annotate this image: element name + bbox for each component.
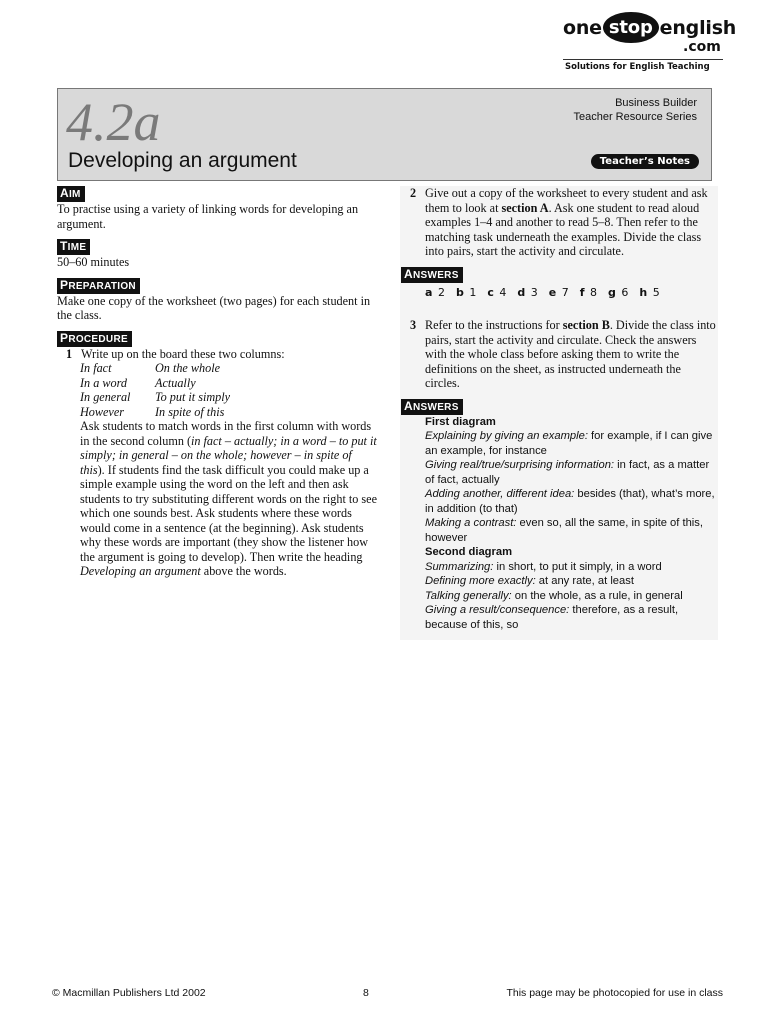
step-1-body: Ask students to match words in the first column with words in the second column (in fact – actually; in a word – to put it simply; in general – on the whole; however – in spite of this). If students find the task difficult you could make up a simple example using the word on the left and then ask students to try substituting different words on the right to see which one sounds best. Ask students where these words would come in a sentence (at the beginning). Ask students why these words are important (they show the listener how the argument is going to develop). Then write the heading Developing an argument above the words. (80, 419, 377, 578)
page-title: Developing an argument (68, 149, 297, 172)
linking-pair: In a word Actually (80, 375, 196, 390)
header-banner (57, 88, 712, 181)
photocopy-notice: This page may be photocopied for use in class (506, 987, 723, 999)
procedure-step-2 (401, 186, 718, 259)
answers-label: ANSWERS (401, 267, 463, 283)
copyright-notice: © Macmillan Publishers Ltd 2002 (52, 987, 206, 999)
procedure-step-3 (401, 318, 718, 391)
logo-word-english: english (659, 16, 737, 39)
logo-tagline: Solutions for English Teaching (565, 62, 710, 72)
logo-word-one: one (563, 16, 602, 39)
left-column (57, 186, 377, 579)
step-2-text: Give out a copy of the worksheet to every student and ask them to look at section A. Ask one student to read aloud examples 1–4 and another to read 5–8. Then refer to the matching task underneath the examples. Divide the class into pairs, start the activity and circulate. (425, 186, 708, 258)
page-number: 8 (363, 987, 369, 999)
second-diagram-heading: Second diagram (425, 546, 513, 558)
teachers-notes-badge: Teacher’s Notes (591, 154, 699, 169)
step-3-text: Refer to the instructions for section B. Divide the class into pairs, start the activity and circulate. Check the answers with the whole class before asking them to write the definitions on the sheet, as instructed underneath the circles. (425, 318, 716, 390)
logo-stop-circle: stop (603, 12, 659, 43)
right-column (400, 186, 718, 640)
series-line-2: Teacher Resource Series (573, 111, 697, 123)
step-number: 2 (410, 186, 417, 200)
series-line-1: Business Builder (615, 97, 697, 109)
page-footer (52, 987, 723, 1001)
answer-entry: Explaining by giving an example: for example, if I can give an example, for instance (425, 430, 713, 457)
linking-word-columns (80, 361, 377, 419)
answer-key-section-b (425, 415, 718, 633)
aim-label: AIM (57, 186, 85, 202)
preparation-text: Make one copy of the worksheet (two pages) for each student in the class. (57, 293, 371, 322)
answer-entry: Giving real/true/surprising information: in fact, as a matter of fact, actually (425, 459, 710, 486)
answer-entry: Giving a result/consequence: therefore, as a result, because of this, so (425, 604, 679, 631)
answer-entry: Adding another, different idea: besides (that), what’s more, in addition (to that) (425, 488, 715, 515)
logo-divider (563, 59, 723, 60)
series-info (573, 96, 697, 124)
procedure-label: PROCEDURE (57, 331, 132, 347)
linking-pair: In general To put it simply (80, 390, 231, 404)
onestopenglish-logo (563, 12, 737, 76)
time-label: TIME (57, 239, 90, 255)
linking-pair: However In spite of this (80, 404, 225, 419)
answer-key-section-a: a 2 b 1 c 4 d 3 e 7 f 8 g 6 h 5 (425, 285, 660, 299)
answer-entry: Summarizing: in short, to put it simply, in a word (425, 560, 662, 573)
step-number: 1 (66, 346, 73, 361)
logo-domain: .com (683, 39, 721, 55)
step-number: 3 (410, 318, 417, 332)
aim-text: To practise using a variety of linking words for developing an argument. (57, 202, 359, 231)
answers-label: ANSWERS (401, 399, 463, 415)
linking-pair: In fact On the whole (80, 361, 220, 375)
procedure-step-1 (57, 347, 377, 362)
answer-entry: Making a contrast: even so, all the same, in spite of this, however (425, 517, 703, 544)
preparation-label: PREPARATION (57, 278, 140, 294)
answer-entry: Defining more exactly: at any rate, at least (425, 575, 634, 587)
answer-entry: Talking generally: on the whole, as a rule, in general (425, 589, 683, 602)
step-1-intro: Write up on the board these two columns: (81, 346, 285, 361)
unit-number: 4.2a (66, 92, 161, 152)
time-text: 50–60 minutes (57, 255, 130, 269)
first-diagram-heading: First diagram (425, 415, 496, 428)
